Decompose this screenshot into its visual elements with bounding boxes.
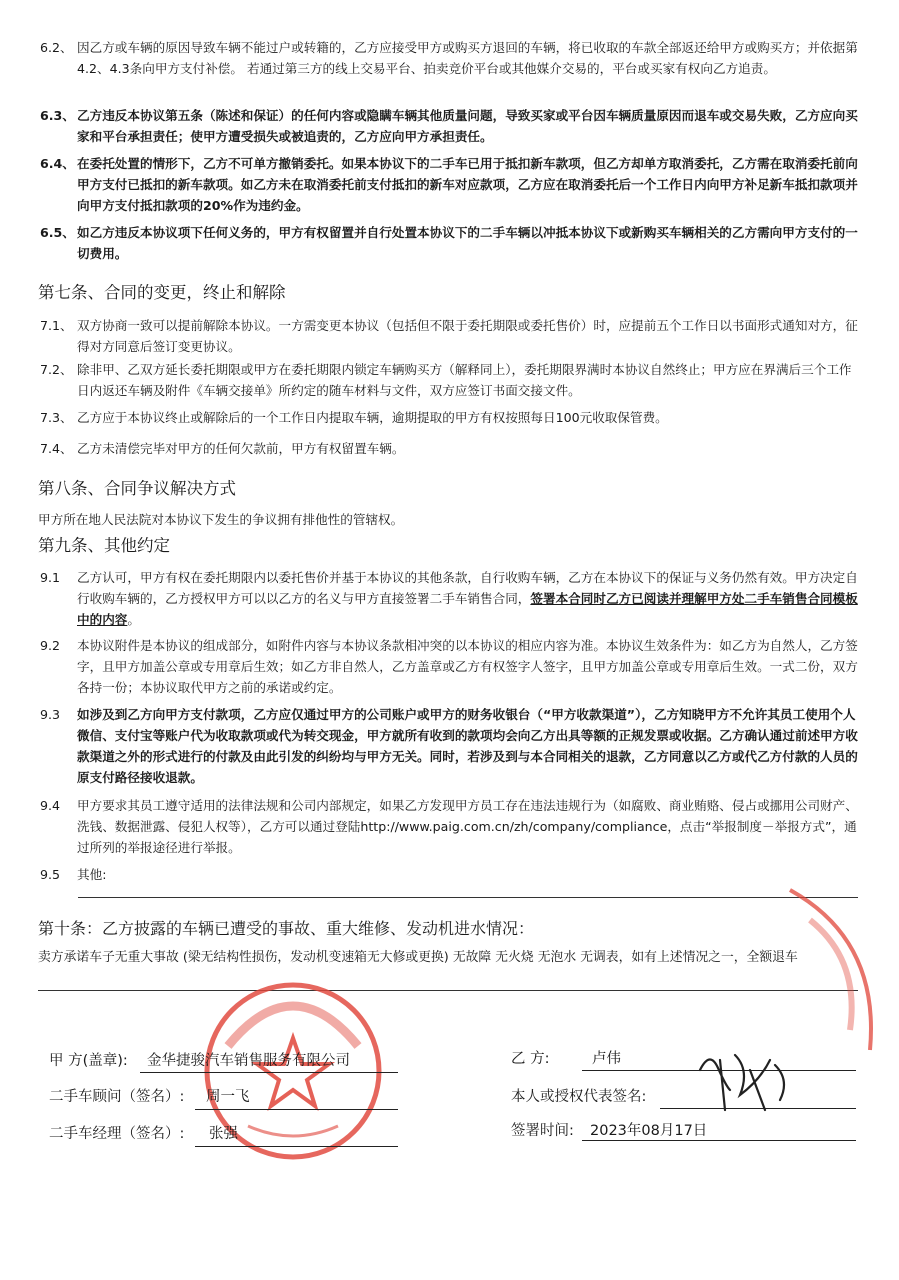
date-value: 2023年08月17日 [590, 1123, 708, 1139]
clause-9-3 [40, 704, 860, 788]
manager-line [195, 1146, 398, 1147]
clause-6-2 [40, 37, 860, 79]
clause-number: 9.3 [40, 707, 61, 722]
clause-text [77, 567, 860, 630]
party-b-label: 乙 方: [511, 1051, 550, 1067]
clause-9-5 [40, 864, 860, 885]
partial-seal [770, 880, 890, 1060]
clause-6-3 [40, 105, 860, 147]
date-line [582, 1140, 856, 1141]
section-10-heading: 第十条：乙方披露的车辆已遭受的事故、重大维修、发动机进水情况： [38, 919, 535, 938]
clause-number: 9.1 [40, 570, 61, 585]
manager-value: 张强 [209, 1126, 238, 1142]
clause-number: 6.5、 [40, 225, 75, 240]
clause-6-5 [40, 222, 860, 264]
clause-9-1 [40, 567, 860, 630]
party-a-line [140, 1072, 398, 1073]
clause-9-4 [40, 795, 860, 858]
clause-7-3 [40, 407, 860, 428]
clause-text: 乙方未清偿完毕对甲方的任何欠款前，甲方有权留置车辆。 [77, 441, 405, 456]
section-8-heading: 第八条、合同争议解决方式 [38, 479, 236, 498]
clause-9-1-end: 。 [127, 612, 140, 627]
clause-number: 7.1、 [40, 318, 73, 333]
advisor-label: 二手车顾问（签名）: [49, 1089, 185, 1105]
clause-6-4 [40, 153, 860, 216]
clause-number: 9.4 [40, 798, 61, 813]
clause-number: 6.2、 [40, 40, 73, 55]
clause-text: 如涉及到乙方向甲方支付款项，乙方应仅通过甲方的公司账户或甲方的财务收银台（“甲方收款渠道”），乙方知晓甲方不允许其员工使用个人微信、支付宝等账户代为收取款项或代为转交现金，甲方就所有收到的款项均会向乙方出具等额的正规发票或收据。乙方确认通过前述甲方收款渠道之外的形式进行的付款及由此引发的纠纷均与甲方无关。同时，若涉及到与本合同相关的退款，乙方同意以乙方或代乙方付款的人员的原支付路径接收退款。 [77, 707, 858, 785]
blank-line [78, 897, 858, 898]
section-10-underline [38, 990, 858, 991]
clause-text: 在委托处置的情形下，乙方不可单方撤销委托。如果本协议下的二手车已用于抵扣新车款项，但乙方却单方取消委托，乙方需在取消委托前向甲方支付已抵扣的新车款项。如乙方未在取消委托前支付抵扣的新车对应款项，乙方应在取消委托后一个工作日内向甲方补足新车抵扣款项并向甲方支付抵扣款项的20%作为违约金。 [77, 156, 858, 213]
manager-label: 二手车经理（签名）: [49, 1126, 185, 1142]
clause-text: 如乙方违反本协议项下任何义务的，甲方有权留置并自行处置本协议下的二手车辆以冲抵本协议下或新购买车辆相关的乙方需向甲方支付的一切费用。 [77, 225, 858, 261]
clause-9-2 [40, 635, 860, 698]
date-label: 签署时间: [511, 1123, 574, 1139]
advisor-line [195, 1109, 398, 1110]
clause-number: 6.3、 [40, 108, 75, 123]
clause-text: 甲方要求其员工遵守适用的法律法规和公司内部规定，如果乙方发现甲方员工存在违法违规行为（如腐败、商业贿赂、侵占或挪用公司财产、洗钱、数据泄露、侵犯人权等），乙方可以通过登陆http://www.paig.com.cn/zh/company/compliance，点击“举报制度－举报方式”，通过所列的举报途径进行举报。 [77, 798, 858, 855]
handwritten-signature [690, 1040, 800, 1130]
clause-number: 6.4、 [40, 156, 75, 171]
clause-text: 本协议附件是本协议的组成部分，如附件内容与本协议条款相冲突的以本协议的相应内容为准。本协议生效条件为：如乙方为自然人，乙方签字，且甲方加盖公章或专用章后生效；如乙方非自然人，乙方盖章或乙方有权签字人签字，且甲方加盖公章或专用章后生效。一式二份，双方各持一份；本协议取代甲方之前的承诺或约定。 [77, 638, 858, 695]
clause-7-2 [40, 359, 860, 401]
clause-9-1-emphasis: 签署本合同时乙方已阅读并理解甲方处二手车销售合同模板中的内容 [77, 591, 858, 627]
clause-7-4 [40, 438, 860, 459]
advisor-value: 周一飞 [206, 1089, 250, 1105]
clause-number: 7.3、 [40, 410, 73, 425]
clause-text: 双方协商一致可以提前解除本协议。一方需变更本协议（包括但不限于委托期限或委托售价）时，应提前五个工作日以书面形式通知对方，征得对方同意后签订变更协议。 [77, 318, 858, 354]
clause-text: 除非甲、乙双方延长委托期限或甲方在委托期限内锁定车辆购买方（解释同上），委托期限界满时本协议自然终止；甲方应在界满后三个工作日内返还车辆及附件《车辆交接单》所约定的随车材料与文件，双方应签订书面交接文件。 [77, 362, 852, 398]
clause-text: 因乙方或车辆的原因导致车辆不能过户或转籍的，乙方应接受甲方或购买方退回的车辆，将已收取的车款全部返还给甲方或购买方；并依据第4.2、4.3条向甲方支付补偿。 若通过第三方的线上交易平台、拍卖竞价平台或其他媒介交易的，平台或买家有权向乙方追责。 [77, 40, 858, 76]
clause-number: 7.4、 [40, 441, 73, 456]
section-10-text: 卖方承诺车子无重大事故 (梁无结构性损伤，发动机变速箱无大修或更换) 无故障 无火烧 无泡水 无调表，如有上述情况之一，全额退车 [38, 950, 798, 965]
section-8-text: 甲方所在地人民法院对本协议下发生的争议拥有排他性的管辖权。 [38, 512, 404, 527]
clause-7-1 [40, 315, 860, 357]
section-7-heading: 第七条、合同的变更，终止和解除 [38, 283, 286, 302]
clause-number: 9.5 [40, 867, 61, 882]
clause-number: 9.2 [40, 638, 61, 653]
clause-text: 乙方应于本协议终止或解除后的一个工作日内提取车辆，逾期提取的甲方有权按照每日100元收取保管费。 [77, 410, 668, 425]
clause-text: 其他: [77, 867, 107, 882]
rep-sign-label: 本人或授权代表签名: [511, 1089, 647, 1105]
section-9-heading: 第九条、其他约定 [38, 536, 170, 555]
party-b-value: 卢伟 [592, 1051, 621, 1067]
party-a-label: 甲 方(盖章): [49, 1053, 128, 1069]
clause-number: 7.2、 [40, 362, 73, 377]
party-a-value: 金华捷骏汽车销售服务有限公司 [147, 1053, 350, 1069]
clause-9-1-text: 乙方认可，甲方有权在委托期限内以委托售价并基于本协议的其他条款，自行收购车辆，乙方在本协议下的保证与义务仍然有效。甲方决定自行收购车辆的，乙方授权甲方可以以乙方的名义与甲方直接签署二手车销售合同， [77, 570, 858, 606]
clause-text: 乙方违反本协议第五条（陈述和保证）的任何内容或隐瞒车辆其他质量问题，导致买家或平台因车辆质量原因而退车或交易失败，乙方应向买家和平台承担责任；使甲方遭受损失或被追责的，乙方应向甲方承担责任。 [77, 108, 858, 144]
